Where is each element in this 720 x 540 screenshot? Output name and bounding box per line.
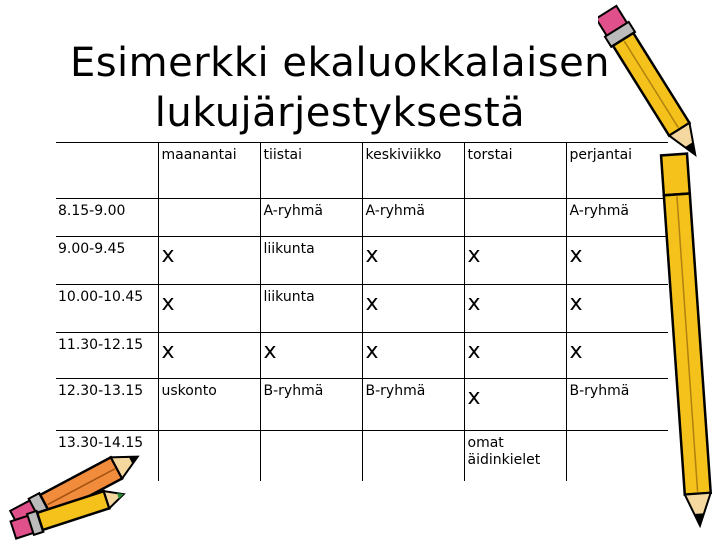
lesson-cell — [362, 333, 464, 379]
day-header: keskiviikko — [362, 143, 464, 199]
table-row — [56, 285, 668, 333]
cross-mark: x — [161, 339, 175, 364]
cross-mark: x — [569, 339, 583, 364]
lesson-cell: A-ryhmä — [362, 199, 464, 237]
lesson-cell — [362, 237, 464, 285]
lesson-cell — [566, 237, 668, 285]
lesson-cell — [158, 199, 260, 237]
header-row — [56, 143, 668, 199]
time-cell: 8.15-9.00 — [56, 199, 158, 237]
table-row — [56, 199, 668, 237]
lesson-cell: B-ryhmä — [260, 379, 362, 431]
title-line-2: lukujärjestyksestä — [154, 90, 526, 136]
lesson-cell — [464, 333, 566, 379]
lesson-cell — [464, 379, 566, 431]
cross-mark: x — [161, 243, 175, 268]
lesson-cell: uskonto — [158, 379, 260, 431]
lesson-cell — [566, 285, 668, 333]
cross-mark: x — [467, 291, 481, 316]
day-header: perjantai — [566, 143, 668, 199]
lesson-cell: liikunta — [260, 285, 362, 333]
lesson-cell — [158, 333, 260, 379]
lesson-cell — [566, 431, 668, 481]
lesson-cell — [566, 333, 668, 379]
day-header: torstai — [464, 143, 566, 199]
time-cell: 9.00-9.45 — [56, 237, 158, 285]
cross-mark: x — [365, 339, 379, 364]
pencil-icon — [0, 430, 150, 540]
cross-mark: x — [569, 291, 583, 316]
lesson-cell: liikunta — [260, 237, 362, 285]
lesson-cell — [464, 285, 566, 333]
table-row — [56, 333, 668, 379]
lesson-cell — [464, 199, 566, 237]
corner-cell — [56, 143, 158, 199]
lesson-cell: A-ryhmä — [566, 199, 668, 237]
pencil-icon — [598, 0, 710, 170]
cross-mark: x — [467, 243, 481, 268]
time-cell: 12.30-13.15 — [56, 379, 158, 431]
pencil-icon — [656, 150, 720, 530]
cross-mark: x — [569, 243, 583, 268]
cross-mark: x — [161, 291, 175, 316]
cross-mark: x — [365, 291, 379, 316]
slide-title — [60, 38, 620, 138]
lesson-cell: omat äidinkielet — [464, 431, 566, 481]
time-cell: 10.00-10.45 — [56, 285, 158, 333]
lesson-cell — [158, 285, 260, 333]
time-cell: 13.30-14.15 — [56, 431, 158, 481]
lesson-cell — [464, 237, 566, 285]
cross-mark: x — [467, 385, 481, 410]
lesson-cell — [260, 431, 362, 481]
title-line-1: Esimerkki ekaluokkalaisen — [69, 40, 611, 86]
cross-mark: x — [365, 243, 379, 268]
lesson-cell — [158, 431, 260, 481]
lesson-cell — [260, 333, 362, 379]
lesson-cell — [158, 237, 260, 285]
lesson-cell: B-ryhmä — [362, 379, 464, 431]
lesson-cell: A-ryhmä — [260, 199, 362, 237]
lesson-cell: B-ryhmä — [566, 379, 668, 431]
lesson-cell — [362, 285, 464, 333]
lesson-cell — [362, 431, 464, 481]
cross-mark: x — [263, 339, 277, 364]
day-header: tiistai — [260, 143, 362, 199]
cross-mark: x — [467, 339, 481, 364]
time-cell: 11.30-12.15 — [56, 333, 158, 379]
day-header: maanantai — [158, 143, 260, 199]
table-row — [56, 379, 668, 431]
table-row — [56, 237, 668, 285]
